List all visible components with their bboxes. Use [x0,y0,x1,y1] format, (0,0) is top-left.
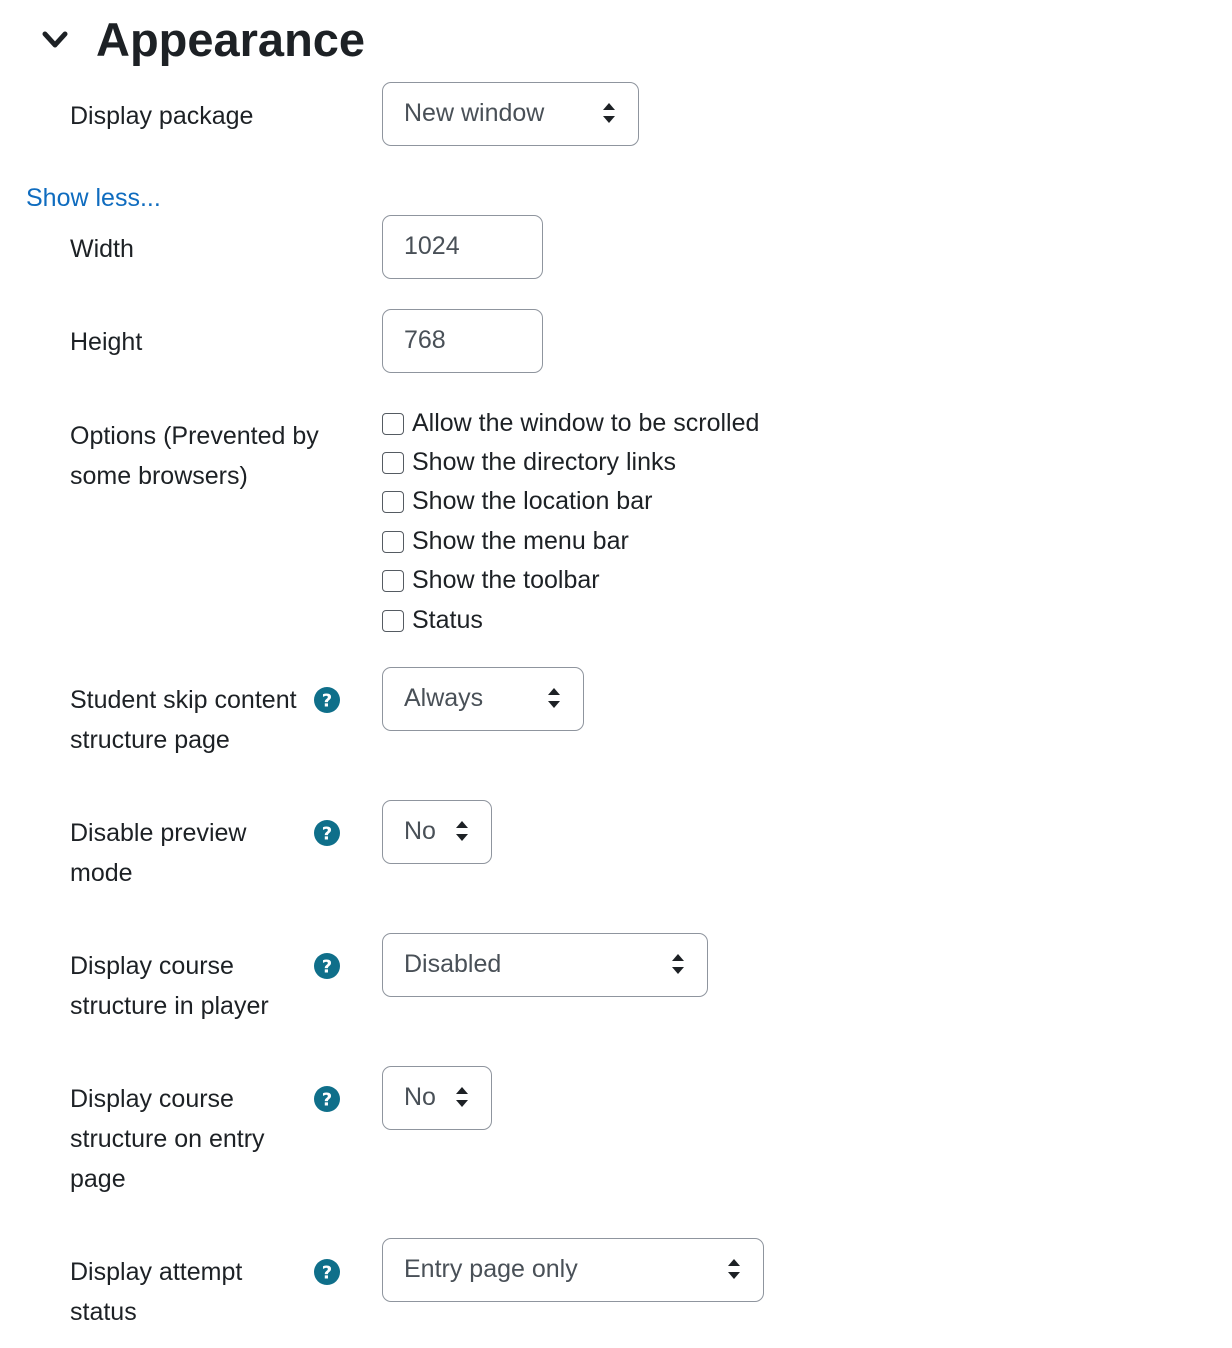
option-toolbar[interactable] [382,561,600,600]
skip-content-label-line2: structure page [70,726,230,754]
option-directories[interactable] [382,443,676,482]
skip-content-label-line1: Student skip content [70,686,297,714]
checkbox[interactable] [382,610,404,632]
display-package-label: Display package [70,102,254,130]
svg-text:?: ? [321,1089,333,1111]
course-structure-entry-value: No [404,1083,436,1111]
checkbox-label: Show the menu bar [412,527,629,555]
width-label: Width [70,235,134,263]
course-structure-player-value: Disabled [404,950,502,978]
svg-text:?: ? [321,690,333,712]
question-circle-icon[interactable] [314,687,340,713]
display-package-select[interactable] [382,82,639,146]
checkbox[interactable] [382,491,404,513]
show-less-link[interactable]: Show less... [26,184,161,212]
disable-preview-label [70,813,246,893]
course-structure-entry-label [70,1079,265,1199]
width-input[interactable]: 1024 [382,215,543,279]
attempt-status-select[interactable] [382,1238,764,1302]
display-package-value: New window [404,99,545,127]
question-circle-icon[interactable] [314,1086,340,1112]
course-structure-player-label [70,946,269,1026]
attempt-status-label-line1: Display attempt [70,1258,243,1286]
skip-content-value: Always [404,684,484,712]
attempt-status-value: Entry page only [404,1255,578,1283]
question-circle-icon[interactable] [314,1259,340,1285]
height-input[interactable]: 768 [382,309,543,373]
option-scrollbars[interactable] [382,404,759,443]
svg-text:?: ? [321,823,333,845]
course-structure-entry-select[interactable] [382,1066,492,1130]
sort-arrows-icon [455,801,469,862]
question-circle-icon[interactable] [314,953,340,979]
checkbox-label: Show the directory links [412,448,677,476]
sort-arrows-icon [455,1067,469,1128]
question-circle-icon[interactable] [314,820,340,846]
course-structure-player-label-line1: Display course [70,952,234,980]
options-label-line2: some browsers) [70,462,248,490]
checkbox-label: Show the location bar [412,487,653,515]
skip-content-select[interactable] [382,667,584,731]
height-label: Height [70,328,143,356]
svg-text:?: ? [321,1262,333,1284]
checkbox[interactable] [382,570,404,592]
course-structure-player-select[interactable] [382,933,708,997]
checkbox[interactable] [382,531,404,553]
options-label-line1: Options (Prevented by [70,422,319,450]
checkbox-label: Show the toolbar [412,566,600,594]
attempt-status-label-line2: status [70,1298,137,1326]
disable-preview-select[interactable] [382,800,492,864]
sort-arrows-icon [727,1239,741,1300]
skip-content-label [70,680,297,760]
checkbox-label: Allow the window to be scrolled [412,409,760,437]
disable-preview-value: No [404,817,436,845]
section-title[interactable]: Appearance [96,13,366,66]
checkbox[interactable] [382,413,404,435]
option-status[interactable] [382,601,483,640]
course-structure-player-label-line2: structure in player [70,992,269,1020]
course-structure-entry-label-line3: page [70,1165,126,1193]
svg-text:?: ? [321,956,333,978]
sort-arrows-icon [547,668,561,729]
option-location[interactable] [382,482,652,521]
sort-arrows-icon [671,934,685,995]
sort-arrows-icon [602,83,616,144]
checkbox-label: Status [412,606,483,634]
course-structure-entry-label-line1: Display course [70,1085,234,1113]
chevron-down-icon[interactable] [40,28,70,52]
disable-preview-label-line1: Disable preview [70,819,247,847]
options-label [70,416,319,496]
course-structure-entry-label-line2: structure on entry [70,1125,265,1153]
option-menubar[interactable] [382,522,629,561]
attempt-status-label [70,1252,242,1332]
disable-preview-label-line2: mode [70,859,133,887]
checkbox[interactable] [382,452,404,474]
